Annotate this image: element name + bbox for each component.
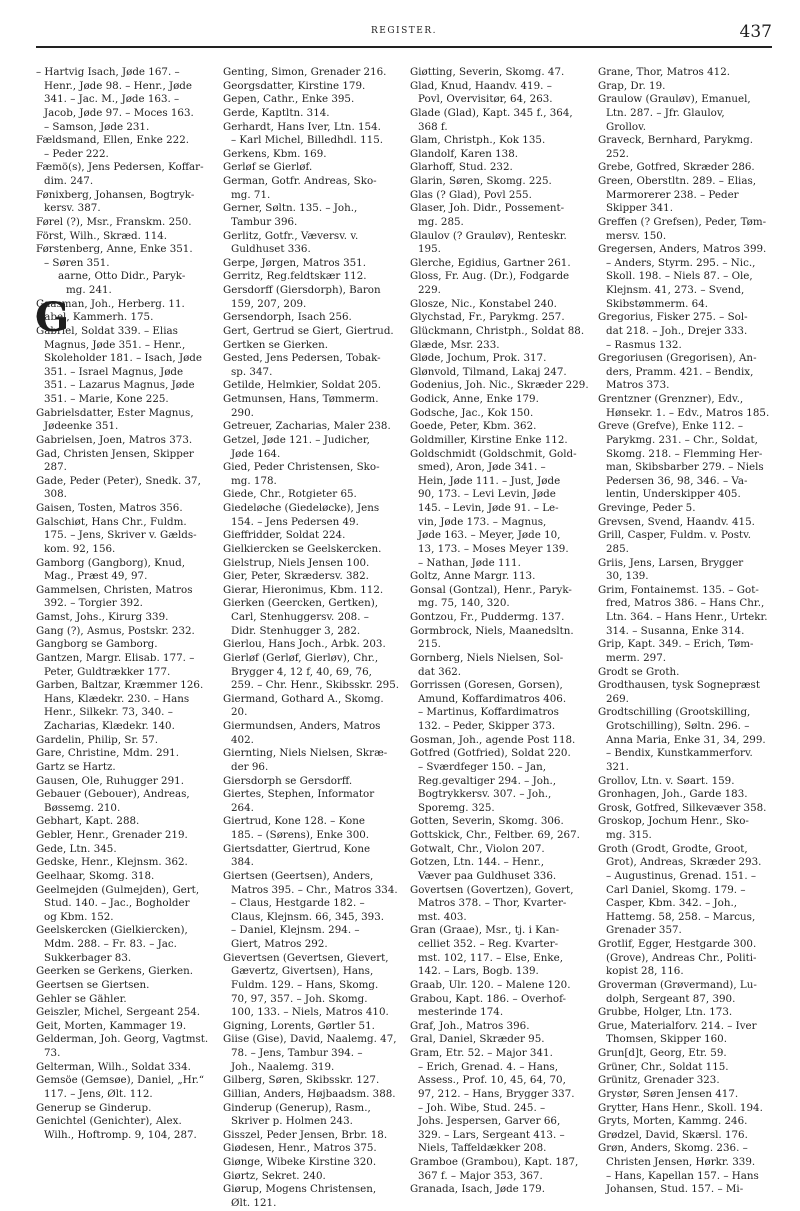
index-entry: Gerde, Kaptltn. 314. [223,106,330,119]
index-entry: Geertsen se Giertsen. [36,978,150,991]
index-entry: Giede, Chr., Rotgieter 65. [223,488,357,501]
index-entry: Gabriel, Soldat 339. – Elias Magnus, Jøde 351. – Henr., Skoleholder 181. – Isach, Jøde 351. – Israel Magnus, Jøde 351. – Lazarus Magnus, Jøde 351. – Marie, Kone 225. [36,324,202,405]
index-entry: Gammelsen, Christen, Matros 392. – Torgier 392. [36,583,193,610]
index-entry: Glas (? Glad), Povl 255. [410,188,532,201]
index-entry: Glandolf, Karen 138. [410,147,519,160]
index-entry: Gehler se Gähler. [36,992,127,1005]
index-entry: Gronhagen, Joh., Garde 183. [598,788,748,801]
index-entry: Gregorius, Fisker 275. – Sol- dat 218. – Joh., Drejer 333. – Rasmus 132. [598,311,748,351]
index-entry: Gepen, Cathr., Enke 395. [223,93,355,106]
index-entry: Grun[d]t, Georg, Etr. 59. [598,1047,727,1059]
index-entry: Giernting, Niels Nielsen, Skræ- der 96. [223,747,388,773]
index-entry: Giertes, Stephen, Informator 264. [223,788,375,814]
index-entry: Glarin, Søren, Skomg. 225. [410,175,552,187]
index-entry: Grill, Casper, Fuldm. v. Postv. 285. [598,529,752,555]
index-entry: Garben, Baltzar, Kræmmer 126. Hans, Klædekr. 230. – Hans Henr., Silkekr. 73, 340. – Zacharias, Klædekr. 140. [36,679,204,732]
page-header [36,22,772,46]
index-entry: Gillian, Anders, Højbaadsm. 388. [223,1087,396,1100]
index-entry: Gral, Daniel, Skræder 95. [410,1033,545,1046]
index-entry: aarne, Otto Didr., Paryk- mg. 241. [58,270,186,296]
index-entry: Glarhoff, Stud. 232. [410,161,513,174]
index-entry: Gang (?), Asmus, Postskr. 232. [36,624,195,637]
index-entry: Gaasman, Joh., Herberg. 11. [36,297,185,310]
drop-cap: G [35,294,70,341]
index-entry: Grodthausen, tysk Sognepræst 269. [598,679,760,705]
index-entry: Gerlitz, Gotfr., Væversv. v. Guldhuset 336. [223,229,359,256]
index-entry: Gabrielsen, Joen, Matros 373. [36,433,193,446]
index-entry: Geit, Morten, Kammager 19. [36,1019,187,1032]
index-entry: Gottskick, Chr., Feltber. 69, 267. [410,829,580,841]
index-entry: Gabel, Kammerh. 175. [36,311,154,324]
index-entry: Gosman, Joh., agende Post 118. [410,733,576,746]
page-number: 437 [739,22,772,42]
index-entry: Førstenberg, Anne, Enke 351. – Søren 351. [36,243,193,269]
index-entry: Giødesen, Henr., Matros 375. [223,1142,377,1155]
index-entry: Giertsdatter, Giertrud, Kone 384. [223,842,371,869]
index-entry: Grap, Dr. 19. [598,79,666,92]
index-entry: Giertsen (Geertsen), Anders, Matros 395. – Chr., Matros 334. – Claus, Hestgarde 182. – Claus, Klejnsm. 66, 345, 393. – Daniel, Klejnsm. 294. – Giert, Matros 292. [223,869,398,950]
index-entry: Fønixberg, Johansen, Bogtryk- kersv. 387. [36,188,195,215]
index-entry: Gerritz, Reg.feldtskær 112. [223,270,367,283]
index-entry: Ginderup (Generup), Rasm., Skriver p. Holmen 243. [223,1101,371,1128]
index-entry: Graab, Ulr. 120. – Malene 120. [410,978,571,991]
index-entry: Glam, Christph., Kok 135. [410,134,546,147]
index-entry: Gebler, Henr., Grenader 219. [36,829,188,841]
index-entry: Getilde, Helmkier, Soldat 205. [223,379,381,392]
index-entry: Gierar, Hieronimus, Kbm. 112. [223,583,384,596]
index-entry: Groskop, Jochum Henr., Sko- mg. 315. [598,815,749,841]
index-entry: Goldschmidt (Goldschmit, Gold- smed), Aron, Jøde 341. – Hein, Jøde 111. – Just, Jøde 90, 173. – Levi Levin, Jøde 145. – Levin, Jøde 91. – Le- vin, Jøde 173. – Magnus, Jøde 163. – Meyer, Jøde 10, 13, 173. – Moses Meyer 139. – Nathan, Jøde 111. [410,447,577,569]
index-entry: Gisszel, Peder Jensen, Brbr. 18. [223,1128,388,1141]
index-entry: Gloss, Fr. Aug. (Dr.), Fodgarde 229. [410,270,570,296]
index-entry: Gorrissen (Goresen, Gorsen), Amund, Koffardimatros 406. – Martinus, Koffardimatros 132. – Peder, Skipper 373. [410,679,567,732]
index-entry: Grane, Thor, Matros 412. [598,66,731,78]
index-entry: Godenius, Joh. Nic., Skræder 229. [410,379,589,392]
index-entry: Gersendorph, Isach 256. [223,311,352,324]
index-entry: Gad, Christen Jensen, Skipper 287. [36,447,194,474]
index-entry: Gram, Etr. 52. – Major 341. – Erich, Grenad. 4. – Hans, Assess., Prof. 10, 45, 64, 70, 97, 212. – Hans, Brygger 337. – Joh. Wibe, Stud. 245. – Johs. Jespersen, Garver 66, 329. – Lars, Sergeant 413. – Niels, Taffeldækker 208. [410,1047,575,1155]
index-entry: Gieffridder, Soldat 224. [223,529,346,542]
index-entry: Granada, Isach, Jøde 179. [410,1183,545,1196]
index-entry: Gotfred (Gotfried), Soldat 220. – Sværdfeger 150. – Jan, Reg.gevaltiger 294. – Joh., Bogtrykkersv. 307. – Joh., Sporemg. 325. [410,747,571,814]
index-entry: Gaisen, Tosten, Matros 356. [36,502,183,514]
index-entry: Gonsal (Gontzal), Henr., Paryk- mg. 75, 140, 320. [410,583,572,610]
index-entry: Gierlou, Hans Joch., Arbk. 203. [223,638,386,651]
index-entry: Giørtz, Sekret. 240. [223,1169,326,1182]
index-entry: Grüner, Chr., Soldat 115. [598,1060,729,1073]
index-entry: Goltz, Anne Margr. 113. [410,570,536,583]
index-entry: Green, Oberstltn. 289. – Elias, Marmorerer 238. – Peder Skipper 341. [598,175,757,215]
index-entry: Fæmö(s), Jens Pedersen, Koffar- dim. 247. [36,161,204,187]
index-entry: Graulow (Grauløv), Emanuel, Ltn. 287. – Jfr. Glaulov, Grollov. [598,93,751,133]
index-entry: Gamborg (Gangborg), Knud, Mag., Præst 49, 97. [36,556,185,583]
index-entry: Grabou, Kapt. 186. – Overhof- mesterinde 174. [410,992,567,1019]
index-entry: Gamst, Johs., Kirurg 339. [36,611,169,623]
index-entry: Griis, Jens, Larsen, Brygger 30, 139. [598,556,744,583]
index-entry: Gievertsen (Gevertsen, Gievert, Gævertz, Givertsen), Hans, Fuldm. 129. – Hans, Skomg. 70, 97, 357. – Joh. Skomg. 100, 133. – Niels, Matros 410. [223,951,389,1019]
index-entry: Giermand, Gothard A., Skomg. 20. [223,692,384,719]
index-entry: Giise (Gise), David, Naalemg. 47, 78. – Jens, Tambur 394. – Joh., Naalemg. 319. [223,1033,397,1073]
index-entry: Gebauer (Gebouer), Andreas, Bøssemg. 210. [36,788,190,814]
index-entry: Giersdorph se Gersdorff. [223,774,353,787]
index-entry: Glæde, Msr. 233. [410,338,500,351]
index-column-4 [598,66,778,1197]
index-entry: Gielstrup, Niels Jensen 100. [223,556,370,569]
index-entry: Gare, Christine, Mdm. 291. [36,747,180,760]
index-entry: Grystør, Søren Jensen 417. [598,1087,739,1100]
index-entry: Grodtschilling (Grootskilling, Grotschilling), Søltn. 296. – Anna Maria, Enke 31, 34, 299. – Bendix, Kunstkammerforv. 321. [598,706,766,773]
index-entry: Gebhart, Kapt. 288. [36,815,140,828]
index-entry: Grollov, Ltn. v. Søart. 159. [598,774,735,787]
index-entry: Generup se Ginderup. [36,1101,152,1114]
index-entry: Groverman (Grøvermand), Lu- dolph, Sergeant 87, 390. [598,978,757,1005]
index-entry: Gerløf se Gierløf. [223,161,313,174]
index-entry: Gardelin, Philip, Sr. 57. [36,733,159,746]
index-entry: Gested, Jens Pedersen, Tobak- sp. 347. [223,352,381,378]
header-rule [36,46,772,48]
running-title: REGISTER. [371,26,437,36]
index-entry: Godsche, Jac., Kok 150. [410,406,534,419]
index-entry: Gerpe, Jørgen, Matros 351. [223,256,367,269]
index-entry: Gierløf (Gerløf, Gierløv), Chr., Brygger 4, 12 f, 40, 69, 76, 259. – Chr. Henr., Skibsskr. 295. [223,651,400,692]
index-entry: Gryts, Morten, Kammg. 246. [598,1115,748,1128]
index-column-3 [410,66,590,1197]
index-entry: Gert, Gertrud se Giert, Giertrud. [223,324,394,337]
index-entry: Gerkens, Kbm. 169. [223,147,327,160]
index-entry: Getreuer, Zacharias, Maler 238. [223,420,391,433]
index-entry: Gierken (Geercken, Gertken), Carl, Stenhuggersv. 208. – Didr. Stenhugger 3, 282. [223,597,379,637]
index-entry: Gornberg, Niels Nielsen, Sol- dat 362. [410,651,564,678]
index-entry: Fældsmand, Ellen, Enke 222. – Peder 222. [36,134,190,160]
index-entry: Gotwalt, Chr., Violon 207. [410,842,545,855]
index-entry: Greve (Grefve), Enke 112. – Parykmg. 231. – Chr., Soldat, Skomg. 218. – Flemming Her- man, Skibsbarber 279. – Niels Pedersen 36, 98, 346. – Va- lentin, Underskipper 405. [598,420,764,501]
index-entry: Först, Wilh., Skræd. 114. [36,229,168,242]
index-entry: – Hartvig Isach, Jøde 167. – Henr., Jøde 98. – Henr., Jøde 341. – Jac. M., Jøde 163. – Jacob, Jøde 97. – Moces 163. – Samson, Jøde 231. [36,66,194,133]
index-entry: Grubbe, Holger, Ltn. 173. [598,1006,733,1019]
index-entry: Giertrud, Kone 128. – Kone 185. – (Sørens), Enke 300. [223,815,370,841]
index-entry: Glade (Glad), Kapt. 345 f., 364, 368 f. [410,106,573,133]
index-entry: Giermundsen, Anders, Matros 402. [223,720,381,746]
index-entry: Giønge, Wibeke Kirstine 320. [223,1156,377,1168]
index-entry: Glerche, Egidius, Gartner 261. [410,256,571,269]
index-entry: Grevinge, Peder 5. [598,502,696,514]
index-entry: Grip, Kapt. 349. – Erich, Tøm- merm. 297. [598,638,754,664]
index-entry: Geelskercken (Gielkiercken), Mdm. 288. – Fr. 83. – Jac. Sukkerbager 83. [36,924,188,964]
index-entry: Grytter, Hans Henr., Skoll. 194. [598,1101,763,1114]
index-entry: Geelhaar, Skomg. 318. [36,869,155,882]
index-column-1 [36,66,216,1142]
index-column-2 [223,66,403,1211]
index-entry: Grotlif, Egger, Hestgarde 300. (Grove), Andreas Chr., Politi- kopist 28, 116. [598,938,757,978]
index-entry: Gied, Peder Christensen, Sko- mg. 178. [223,461,380,487]
index-entry: Geelmejden (Gulmejden), Gert, Stud. 140. – Jac., Bogholder og Kbm. 152. [36,883,200,923]
index-entry: Gerhardt, Hans Iver, Ltn. 154. – Karl Michel, Billedhdl. 115. [223,120,384,147]
index-entry: Gertken se Gierken. [223,338,329,351]
index-entry: Getmunsen, Hans, Tømmerm. 290. [223,393,379,419]
index-entry: Grim, Fontainemst. 135. – Got- fred, Matros 386. – Hans Chr., Ltn. 364. – Hans Henr., Urtekr. 314. – Susanna, Enke 314. [598,583,768,637]
index-entry: Graveck, Bernhard, Parykmg. 252. [598,134,754,160]
index-entry: Genting, Simon, Grenader 216. [223,66,387,78]
index-entry: Getzel, Jøde 121. – Judicher, Jøde 164. [223,433,370,460]
index-entry: Gartz se Hartz. [36,760,116,773]
index-entry: Gormbrock, Niels, Maanedsltn. 215. [410,624,574,651]
index-entry: Gotten, Severin, Skomg. 306. [410,815,564,828]
index-entry: Glückmann, Christph., Soldat 88. [410,324,585,337]
index-entry: Grøn, Anders, Skomg. 236. – Christen Jensen, Hørkr. 339. – Hans, Kapellan 157. – Hans Johansen, Stud. 157. – Mi- [598,1142,759,1196]
index-entry: Gede, Ltn. 345. [36,842,117,855]
index-entry: Gangborg se Gamborg. [36,638,158,651]
index-entry: Grødzel, David, Skærsl. 176. [598,1128,748,1141]
index-entry: Grebe, Gotfred, Skræder 286. [598,161,755,174]
index-entry: Gantzen, Margr. Elisab. 177. – Peter, Guldtrækker 177. [36,651,195,678]
index-entry: Geerken se Gerkens, Gierken. [36,965,194,978]
index-entry: Gemsöe (Gemsøe), Daniel, „Hr.“ 117. – Jens, Ølt. 112. [36,1074,205,1100]
index-entry: Galschiøt, Hans Chr., Fuldm. 175. – Jens, Skriver v. Gælds- kom. 92, 156. [36,515,197,555]
index-entry: Graf, Joh., Matros 396. [410,1019,530,1032]
index-entry: Gersdorff (Giersdorph), Baron 159, 207, 209. [223,284,381,310]
index-entry: Giørup, Mogens Christensen, Ølt. 121. [223,1183,377,1209]
index-entry: Godick, Anne, Enke 179. [410,393,539,405]
index-entry: Gontzou, Fr., Puddermg. 137. [410,611,565,623]
index-entry: Gausen, Ole, Ruhugger 291. [36,774,184,787]
index-entry: Greffen (? Grefsen), Peder, Tøm- mersv. 150. [598,215,767,242]
index-entry: Goede, Peter, Kbm. 362. [410,420,537,433]
index-entry: Førel (?), Msr., Franskm. 250. [36,215,192,228]
index-entry: Gregoriusen (Gregorisen), An- ders, Pramm. 421. – Bendix, Matros 373. [598,352,757,392]
index-entry: Giedeløche (Giedeløcke), Jens 154. – Jens Pedersen 49. [223,502,380,528]
index-entry: Gade, Peder (Peter), Snedk. 37, 308. [36,474,201,501]
index-entry: Glosze, Nic., Konstabel 240. [410,297,557,310]
index-entry: Glaulov (? Grauløv), Renteskr. 195. [410,229,567,256]
index-entry: German, Gotfr. Andreas, Sko- mg. 71. [223,175,377,201]
index-entry: Glychstad, Fr., Parykmg. 257. [410,311,565,324]
index-entry: Goldmiller, Kirstine Enke 112. [410,433,568,446]
index-entry: Grue, Materialforv. 214. – Iver Thomsen, Skipper 160. [598,1019,757,1046]
index-entry: Gabrielsdatter, Ester Magnus, Jødeenke 351. [36,406,194,433]
index-entry: Glønvold, Tilmand, Lakaj 247. [410,365,567,378]
index-entry: Gregersen, Anders, Matros 399. – Anders, Styrm. 295. – Nic., Skoll. 198. – Niels 87. – Ole, Klejnsm. 41, 273. – Svend, Skibstømmerm. 64. [598,243,767,310]
index-entry: Geiszler, Michel, Sergeant 254. [36,1006,201,1019]
index-entry: Georgsdatter, Kirstine 179. [223,79,366,92]
index-entry: Grentzner (Grenzner), Edv., Hønsekr. 1. – Edv., Matros 185. [598,393,770,419]
index-entry: Gier, Peter, Skrædersv. 382. [223,570,369,583]
index-entry: Gerner, Søltn. 135. – Joh., Tambur 396. [223,202,358,228]
index-entry: Gelterman, Wilh., Soldat 334. [36,1060,191,1073]
index-entry: Gotzen, Ltn. 144. – Henr., Væver paa Guldhuset 336. [410,856,557,882]
index-entry: Glad, Knud, Haandv. 419. – Povl, Overvisitør, 64, 263. [410,79,553,106]
index-entry: Grevsen, Svend, Haandv. 415. [598,515,755,528]
index-entry: Gløde, Jochum, Prok. 317. [410,352,547,365]
index-entry: Glaser, Joh. Didr., Possement- mg. 285. [410,202,565,228]
index-entry: Gramboe (Grambou), Kapt. 187, 367 f. – Major 353, 367. [410,1156,579,1182]
index-entry: Grodt se Groth. [598,665,680,678]
index-entry: Giøtting, Severin, Skomg. 47. [410,66,565,78]
index-entry: Gedske, Henr., Klejnsm. 362. [36,856,188,869]
index-entry: Gielkiercken se Geelskercken. [223,542,382,555]
index-entry: Govertsen (Govertzen), Govert, Matros 378. – Thor, Kvarter- mst. 403. [410,883,574,923]
index-entry: Grünitz, Grenader 323. [598,1074,720,1087]
index-entry: Grosk, Gotfred, Silkevæver 358. [598,801,767,814]
index-entry: Gelderman, Joh. Georg, Vagtmst. 73. [36,1033,209,1059]
index-entry: Groth (Grodt, Grodte, Groot, Grot), Andreas, Skræder 293. – Augustinus, Grenad. 151. – Carl Daniel, Skomg. 179. – Casper, Kbm. 342. – Joh., Hattemg. 58, 258. – Marcus, Grenader 357. [598,842,762,937]
index-entry: Gigning, Lorents, Gørtler 51. [223,1019,375,1032]
index-entry: Gilberg, Søren, Skibsskr. 127. [223,1074,380,1087]
index-entry: Gran (Graae), Msr., tj. i Kan- celliet 352. – Reg. Kvarter- mst. 102, 117. – Else, Enke, 142. – Lars, Bogb. 139. [410,924,564,978]
index-entry: Genichtel (Genichter), Alex. Wilh., Hoftromp. 9, 104, 287. [36,1115,197,1141]
